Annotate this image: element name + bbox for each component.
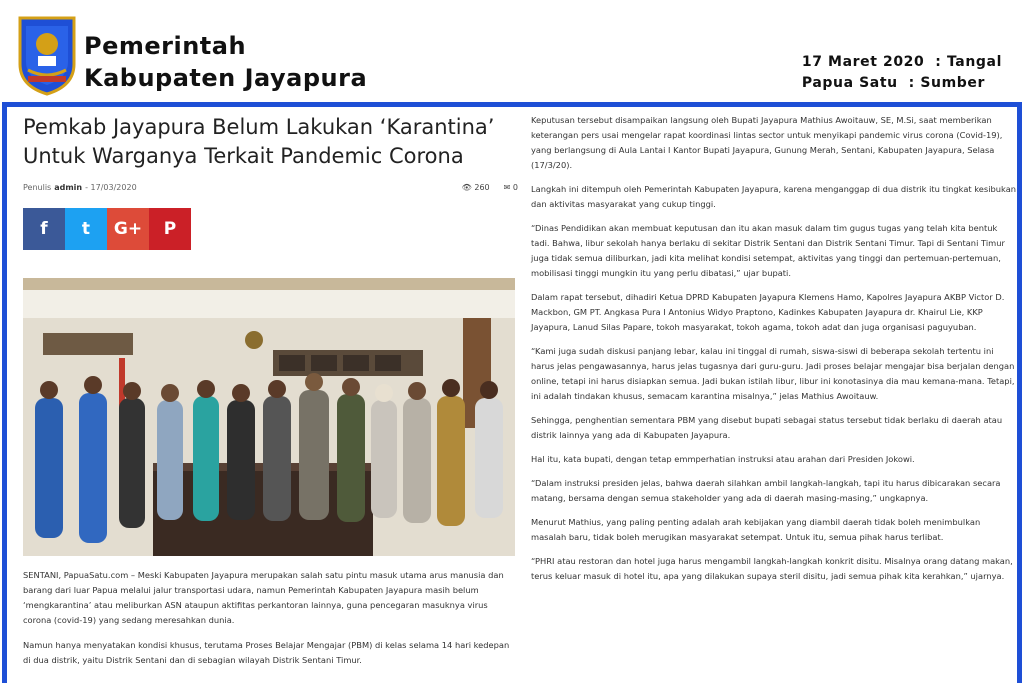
government-title-line1: Pemerintah	[84, 32, 247, 60]
article-paragraph: SENTANI, PapuaSatu.com – Meski Kabupaten Jayapura merupakan salah satu pintu masuk utama arus manusia dan barang dari luar Papua melalui jalur transportasi udara, namun Pemerintah Kabupaten Jayapura masih belum ‘mengkarantina’ atau meliburkan ASN ataupun aktifitas perkantoran lainnya, guna pencegaran masuknya virus corona (covid-19) yang sedang meresahkan dunia.	[23, 570, 504, 625]
author-link[interactable]: admin	[54, 183, 83, 192]
comment-icon: ✉	[503, 183, 511, 192]
twitter-icon: t	[81, 219, 91, 239]
article-paragraph: “Dinas Pendidikan akan membuat keputusan dan itu akan masuk dalam tim gugus tugas yang telah kita bentuk tadi. Bahwa, libur sekolah hanya berlaku di sekitar Distrik Sentani dan Distrik Sentani Timur. Tapi di Sentani Timur juga tidak semua diliburkan, jadi kita melihat kondisi setempat, aktivitas yang tinggi dan pertemuan-pertemuan, mobilisasi tinggi mungkin itu yang perlu dibatasi,” ujar bupati.	[531, 223, 1005, 278]
gplus-icon: G+	[113, 219, 143, 239]
article-headline: Pemkab Jayapura Belum Lakukan ‘Karantina’ Untuk Warganya Terkait Pandemic Corona	[23, 115, 495, 168]
gplus-share-button[interactable]	[107, 208, 149, 250]
kabupaten-jayapura-emblem-icon	[16, 14, 78, 96]
article-paragraph: Keputusan tersebut disampaikan langsung oleh Bupati Jayapura Mathius Awoitauw, SE, M.Si, saat memberikan keterangan pers usai mengelar rapat koordinasi lintas sector untuk menyikapi pandemic virus corona (Covid-19), yang berlangsung di Aula Lantai I Kantor Bupati Jayapura, Gunung Merah, Sentani, Kabupaten Jayapura, Selasa (17/3/20).	[531, 115, 1003, 170]
clipping-date: 17 Maret 2020 : Tangal	[801, 54, 1002, 70]
article-photo	[23, 278, 515, 556]
article-byline	[23, 183, 518, 192]
government-title	[84, 30, 367, 94]
facebook-icon: f	[40, 219, 48, 239]
article-frame	[2, 102, 1022, 683]
comments-value: 0	[512, 183, 518, 192]
pinterest-share-button[interactable]	[149, 208, 191, 250]
article-paragraph: “Dalam instruksi presiden jelas, bahwa daerah silahkan ambil langkah-langkah, tapi itu harus dibicarakan secara matang, bersama dengan semua stakeholder yang ada di daerah masing-masing,” ungkapnya.	[531, 478, 1001, 503]
article-paragraph: “PHRI atau restoran dan hotel juga harus mengambil langkah-langkah konkrit disitu. Misalnya orang datang makan, terus keluar masuk di hotel itu, apa yang dilakukan supaya steril disitu, jadi semua pihak kita kerahkan,” ujarnya.	[531, 556, 1013, 581]
right-column	[531, 113, 1017, 593]
clipping-meta	[802, 52, 1002, 94]
clipping-source: Papua Satu : Sumber	[801, 75, 985, 91]
left-column	[23, 113, 518, 668]
comments-count[interactable]	[504, 183, 518, 192]
views-value: 260	[474, 183, 490, 192]
article-paragraph: Hal itu, kata bupati, dengan tetap emmperhatian instruksi atau arahan dari Presiden Jokowi.	[531, 454, 915, 464]
pinterest-icon: P	[163, 219, 177, 239]
eye-icon: 👁	[461, 183, 472, 192]
article-paragraph: Namun hanya menyatakan kondisi khusus, terutama Proses Belajar Mengajar (PBM) di kelas selama 14 hari kedepan di dua distrik, yaitu Distrik Sentani dan di sebagian wilayah Distrik Sentani Timur.	[23, 640, 510, 665]
government-title-line2: Kabupaten Jayapura	[84, 64, 368, 92]
article-paragraph: Dalam rapat tersebut, dihadiri Ketua DPRD Kabupaten Jayapura Klemens Hamo, Kapolres Jayapura AKBP Victor D. Mackbon, GM PT. Angkasa Pura I Antonius Widyo Praptono, Kadinkes Kabupaten Jayapura dr. Khairul Lie, KKP Jayapura, Lanud Silas Papare, tokoh masyarakat, tokoh agama, tokoh adat dan juga organisasi paguyuban.	[531, 292, 1005, 332]
article-stats	[462, 183, 518, 192]
facebook-share-button[interactable]	[23, 208, 65, 250]
article-paragraph: Sehingga, penghentian sementara PBM yang disebut bupati sebagai status tersebut tidak berlaku di daerah atau distrik lainnya yang ada di Kabupaten Jayapura.	[531, 415, 1003, 440]
share-buttons	[23, 208, 518, 250]
article-paragraph: Langkah ini ditempuh oleh Pemerintah Kabupaten Jayapura, karena menganggap di dua distrik itu tingkat kesibukan dan aktivitas masyarakat yang cukup tinggi.	[531, 184, 1017, 209]
page-header	[0, 0, 1024, 104]
views-count	[462, 183, 490, 192]
twitter-share-button[interactable]	[65, 208, 107, 250]
byline-prefix: Penulis	[23, 183, 52, 192]
article-date: - 17/03/2020	[85, 183, 137, 192]
article-paragraph: Menurut Mathius, yang paling penting adalah arah kebijakan yang diambil daerah tidak boleh menimbulkan masalah baru, tidak boleh merugikan masyarakat setempat. Untuk itu, semua pihak harus terlibat.	[531, 517, 981, 542]
article-paragraph: “Kami juga sudah diskusi panjang lebar, kalau ini tinggal di rumah, siswa-siswi di beberapa sekolah tertentu ini harus jelas pengawasannya, harus jelas tugasnya dari guru-guru. Jadi proses belajar mengajar bisa berjalan dengan online, tetapi ini harus disiapkan semua. Jadi bukan istilah libur, libur ini konotasinya dia mau kemana-mana. Tetapi, ini adalah tindakan khusus, semacam karantina misalnya,” jelas Mathius Awoitauw.	[531, 346, 1015, 401]
